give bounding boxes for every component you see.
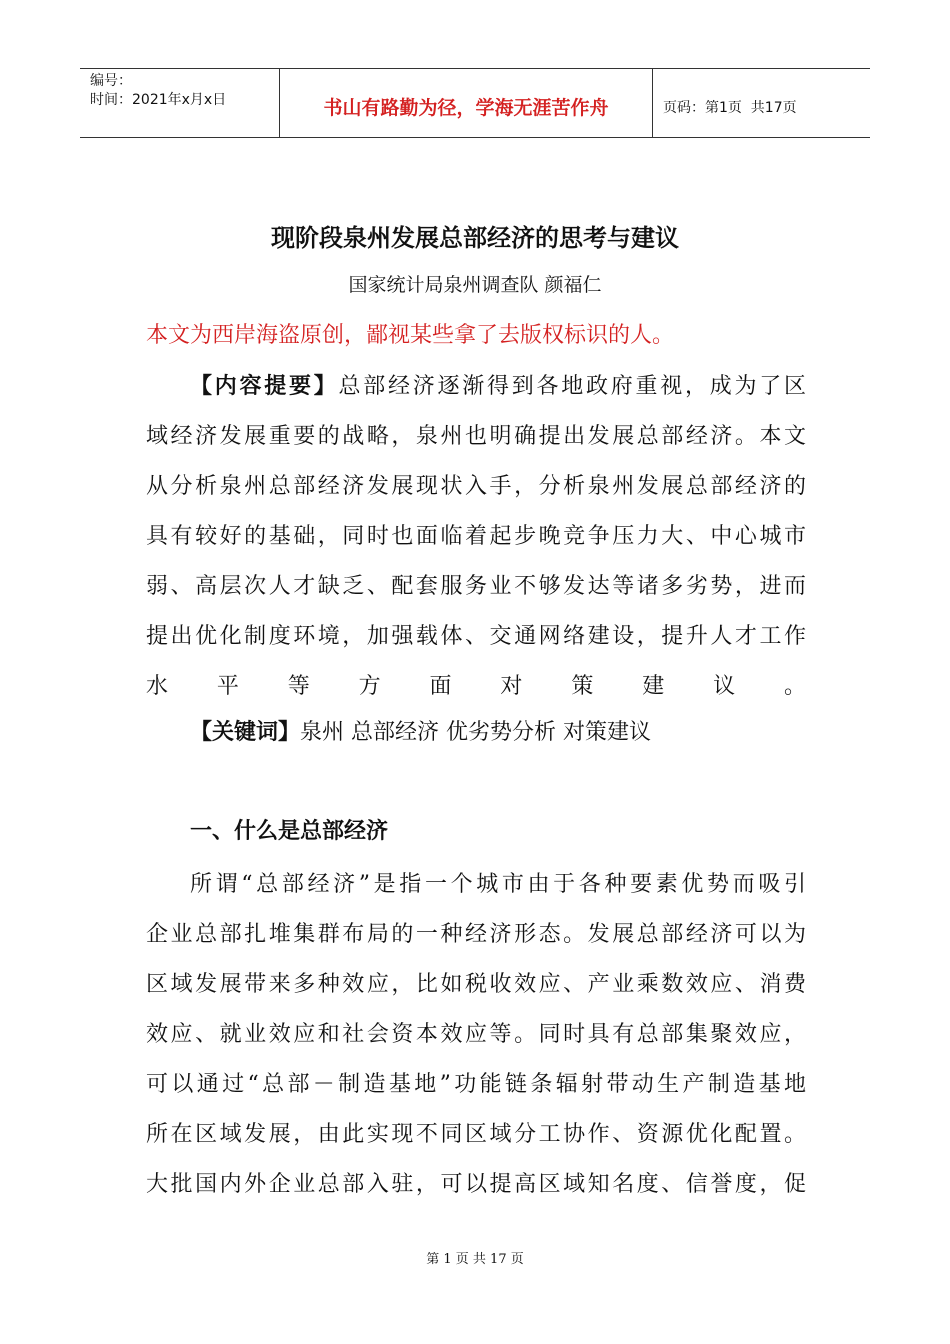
abstract-line bbox=[146, 362, 806, 412]
keywords-label: 【关键词】 bbox=[190, 720, 301, 745]
abstract-line-text: 总部经济逐渐得到各地政府重视，成为了区 bbox=[338, 374, 806, 399]
document-header bbox=[80, 68, 870, 138]
abstract-line: 域经济发展重要的战略，泉州也明确提出发展总部经济。本文 bbox=[146, 424, 806, 449]
section-heading: 一、什么是总部经济 bbox=[190, 819, 389, 844]
body-line: 所谓“总部经济”是指一个城市由于各种要素优势而吸引 bbox=[190, 872, 806, 897]
abstract-line: 水平等方面对策建议。 bbox=[146, 674, 806, 699]
body-line: 效应、就业效应和社会资本效应等。同时具有总部集聚效应， bbox=[146, 1022, 806, 1047]
abstract-label: 【内容提要】 bbox=[190, 374, 339, 399]
body-line: 所在区域发展，由此实现不同区域分工协作、资源优化配置。 bbox=[146, 1122, 806, 1147]
page-info: 页码：第1页 共17页 bbox=[663, 100, 797, 116]
abstract-line: 从分析泉州总部经济发展现状入手，分析泉州发展总部经济的 bbox=[146, 474, 806, 499]
body-line: 大批国内外企业总部入驻，可以提高区域知名度、信誉度，促 bbox=[146, 1172, 806, 1197]
header-motto-cell bbox=[280, 69, 653, 137]
motto-text: 书山有路勤为径，学海无涯苦作舟 bbox=[323, 96, 609, 119]
abstract-paragraph bbox=[146, 362, 806, 712]
body-line: 可以通过“总部－制造基地”功能链条辐射带动生产制造基地 bbox=[146, 1072, 806, 1097]
abstract-line: 弱、高层次人才缺乏、配套服务业不够发达等诸多劣势，进而 bbox=[146, 574, 806, 599]
abstract-line: 具有较好的基础，同时也面临着起步晚竞争压力大、中心城市 bbox=[146, 524, 806, 549]
copyright-notice: 本文为西岸海盗原创，鄙视某些拿了去版权标识的人。 bbox=[146, 323, 675, 348]
body-line: 企业总部扎堆集群布局的一种经济形态。发展总部经济可以为 bbox=[146, 922, 806, 947]
section1-paragraph bbox=[146, 860, 806, 1210]
document-title: 现阶段泉州发展总部经济的思考与建议 bbox=[271, 224, 679, 252]
page-footer: 第 1 页 共 17 页 bbox=[426, 1252, 524, 1267]
abstract-line: 提出优化制度环境，加强载体、交通网络建设，提升人才工作 bbox=[146, 624, 806, 649]
time-label: 时间：2021年x月x日 bbox=[90, 92, 227, 108]
keywords-paragraph bbox=[146, 708, 806, 758]
number-label: 编号： bbox=[90, 73, 132, 89]
header-page-cell bbox=[653, 69, 870, 137]
keywords-line bbox=[146, 708, 806, 758]
header-meta bbox=[80, 69, 280, 137]
document-author: 国家统计局泉州调查队 颜福仁 bbox=[348, 274, 602, 296]
body-line: 区域发展带来多种效应，比如税收效应、产业乘数效应、消费 bbox=[146, 972, 806, 997]
keywords-text: 泉州 总部经济 优劣势分析 对策建议 bbox=[300, 720, 651, 745]
